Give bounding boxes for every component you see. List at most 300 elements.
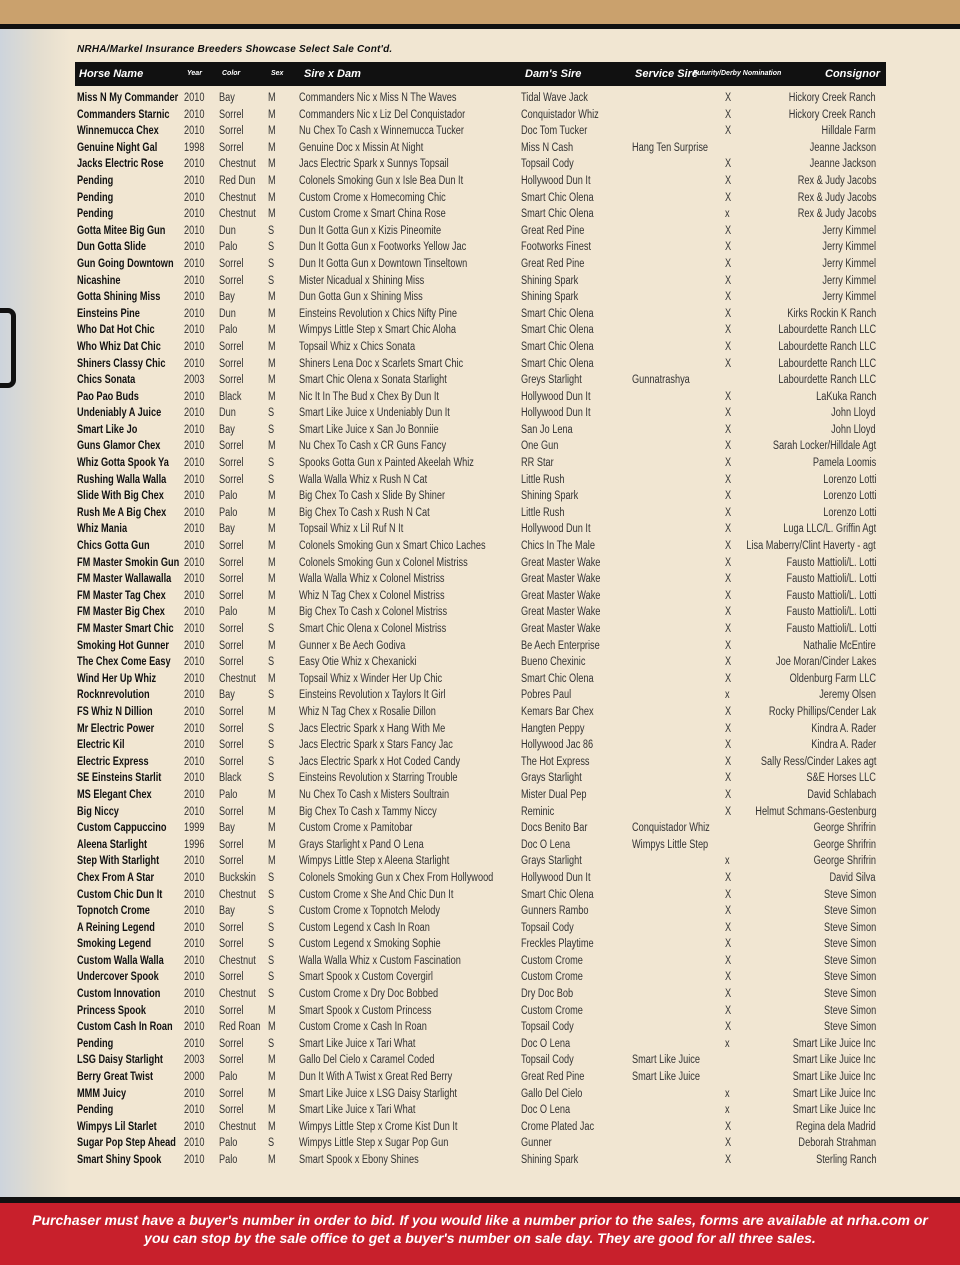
year-cell: 2010: [184, 954, 205, 967]
dams-sire-cell: Smart Chic Olena: [521, 357, 594, 370]
sex-cell: S: [268, 689, 275, 702]
futurity-cell: X: [725, 506, 732, 519]
consignor-cell: Smart Like Juice Inc: [793, 1087, 876, 1100]
consignor-cell: David Schlabach: [806, 788, 876, 801]
dams-sire-cell: Gunners Rambo: [521, 905, 589, 918]
table-row: [0, 621, 960, 638]
consignor-cell: Lorenzo Lotti: [822, 473, 876, 486]
sire-dam-cell: Mister Nicadual x Shining Miss: [299, 274, 425, 287]
year-cell: 2010: [184, 174, 205, 187]
sex-cell: M: [268, 506, 276, 519]
dams-sire-cell: Doc O Lena: [521, 838, 571, 851]
horse-name-cell: Topnotch Crome: [77, 905, 150, 918]
table-row: [0, 571, 960, 588]
color-cell: Sorrel: [219, 440, 244, 453]
sire-dam-cell: Grays Starlight x Pand O Lena: [299, 838, 424, 851]
horse-name-cell: Gotta Mitee Big Gun: [77, 224, 166, 237]
sex-cell: M: [268, 108, 276, 121]
dams-sire-cell: Little Rush: [521, 506, 565, 519]
sire-dam-cell: Dun It With A Twist x Great Red Berry: [299, 1071, 453, 1084]
dams-sire-cell: RR Star: [521, 457, 554, 470]
futurity-cell: X: [725, 523, 732, 536]
consignor-cell: George Shrifrin: [813, 838, 876, 851]
color-cell: Palo: [219, 324, 238, 337]
color-cell: Sorrel: [219, 855, 244, 868]
futurity-cell: X: [725, 755, 732, 768]
consignor-cell: Rex & Judy Jacobs: [797, 191, 876, 204]
dams-sire-cell: Great Red Pine: [521, 257, 585, 270]
year-cell: 2010: [184, 639, 205, 652]
futurity-cell: X: [725, 324, 732, 337]
header-consignor: Consignor: [825, 68, 880, 80]
sire-dam-cell: Big Chex To Cash x Rush N Cat: [299, 506, 430, 519]
sire-dam-cell: Spooks Gotta Gun x Painted Akeelah Whiz: [299, 457, 474, 470]
color-cell: Sorrel: [219, 921, 244, 934]
sire-dam-cell: Easy Otie Whiz x Chexanicki: [299, 656, 417, 669]
sex-cell: M: [268, 490, 276, 503]
horse-name-cell: The Chex Come Easy: [77, 656, 171, 669]
horse-name-cell: Pending: [77, 191, 114, 204]
sex-cell: M: [268, 573, 276, 586]
sex-cell: S: [268, 1037, 275, 1050]
color-cell: Sorrel: [219, 1037, 244, 1050]
sex-cell: S: [268, 871, 275, 884]
horse-name-cell: Electric Kil: [77, 739, 125, 752]
sire-dam-cell: Custom Crome x Smart China Rose: [299, 208, 446, 221]
color-cell: Bay: [219, 689, 235, 702]
color-cell: Bay: [219, 523, 235, 536]
consignor-cell: Lorenzo Lotti: [822, 506, 876, 519]
sex-cell: M: [268, 1087, 276, 1100]
year-cell: 2010: [184, 490, 205, 503]
sire-dam-cell: Shiners Lena Doc x Scarlets Smart Chic: [299, 357, 464, 370]
consignor-cell: Labourdette Ranch LLC: [778, 374, 876, 387]
consignor-cell: Labourdette Ranch LLC: [778, 340, 876, 353]
horse-name-cell: Shiners Classy Chic: [77, 357, 166, 370]
futurity-cell: X: [725, 623, 732, 635]
futurity-cell: X: [725, 274, 732, 287]
sire-dam-cell: Jacs Electric Spark x Sunnys Topsail: [299, 158, 449, 171]
dams-sire-cell: Grays Starlight: [521, 855, 582, 868]
color-cell: Sorrel: [219, 656, 244, 669]
year-cell: 2010: [184, 921, 205, 934]
futurity-cell: X: [725, 407, 732, 420]
futurity-cell: X: [725, 954, 732, 967]
consignor-cell: Regina dela Madrid: [796, 1120, 876, 1133]
sex-cell: M: [268, 855, 276, 868]
dams-sire-cell: Doc O Lena: [521, 1104, 571, 1117]
futurity-cell: X: [725, 423, 732, 436]
futurity-cell: X: [725, 307, 732, 320]
consignor-cell: George Shrifrin: [813, 822, 876, 835]
dams-sire-cell: Miss N Cash: [521, 141, 574, 154]
futurity-cell: x: [725, 1087, 730, 1100]
sire-dam-cell: Nu Chex To Cash x Winnemucca Tucker: [299, 125, 464, 138]
consignor-cell: Fausto Mattioli/L. Lotti: [786, 606, 876, 619]
sex-cell: M: [268, 606, 276, 619]
horse-name-cell: LSG Daisy Starlight: [77, 1054, 163, 1067]
dams-sire-cell: Greys Starlight: [521, 374, 582, 387]
sire-dam-cell: Wimpys Little Step x Sugar Pop Gun: [299, 1137, 449, 1150]
sire-dam-cell: Commanders Nic x Liz Del Conquistador: [299, 108, 466, 121]
consignor-cell: Steve Simon: [823, 938, 876, 951]
color-cell: Sorrel: [219, 457, 244, 470]
table-row: [0, 521, 960, 538]
dams-sire-cell: Great Master Wake: [521, 573, 601, 586]
consignor-cell: Pamela Loomis: [812, 457, 876, 470]
horse-name-cell: Custom Innovation: [77, 988, 161, 1001]
table-row: [0, 687, 960, 704]
sex-cell: M: [268, 1120, 276, 1133]
sex-cell: S: [268, 921, 275, 934]
dams-sire-cell: Grays Starlight: [521, 772, 582, 785]
consignor-cell: Smart Like Juice Inc: [793, 1071, 876, 1084]
table-row: [0, 737, 960, 754]
color-cell: Sorrel: [219, 125, 244, 138]
color-cell: Sorrel: [219, 340, 244, 353]
sex-cell: S: [268, 224, 275, 237]
futurity-cell: X: [725, 788, 732, 801]
header-year: Year: [187, 70, 202, 77]
consignor-cell: Smart Like Juice Inc: [793, 1037, 876, 1050]
dams-sire-cell: Footworks Finest: [521, 241, 592, 254]
year-cell: 2010: [184, 506, 205, 519]
horse-name-cell: Mr Electric Power: [77, 722, 155, 735]
dams-sire-cell: Smart Chic Olena: [521, 888, 594, 901]
horse-name-cell: Whiz Mania: [77, 523, 128, 536]
horse-name-cell: Whiz Gotta Spook Ya: [77, 457, 169, 470]
sire-dam-cell: Smart Spook x Custom Covergirl: [299, 971, 433, 984]
color-cell: Palo: [219, 606, 238, 619]
sire-dam-cell: Walla Walla Whiz x Rush N Cat: [299, 473, 428, 486]
futurity-cell: X: [725, 805, 732, 818]
year-cell: 2010: [184, 606, 205, 619]
horse-name-cell: Aleena Starlight: [77, 838, 148, 851]
table-row: [0, 721, 960, 738]
year-cell: 2010: [184, 1087, 205, 1100]
horse-name-cell: FS Whiz N Dillion: [77, 705, 153, 718]
sire-dam-cell: Smart Like Juice x Undeniably Dun It: [299, 407, 450, 420]
dams-sire-cell: Shining Spark: [521, 490, 579, 503]
year-cell: 2010: [184, 656, 205, 669]
consignor-cell: Steve Simon: [823, 888, 876, 901]
service-sire-cell: Gunnatrashya: [632, 374, 690, 387]
dams-sire-cell: Hollywood Jac 86: [521, 739, 594, 752]
horse-name-cell: Electric Express: [77, 755, 149, 768]
consignor-cell: Jerry Kimmel: [822, 241, 876, 254]
table-row: [0, 239, 960, 256]
dams-sire-cell: Hollywood Dun It: [521, 390, 591, 403]
sex-cell: M: [268, 838, 276, 851]
consignor-cell: Steve Simon: [823, 921, 876, 934]
sire-dam-cell: Whiz N Tag Chex x Colonel Mistriss: [299, 589, 445, 602]
table-row: [0, 671, 960, 688]
sire-dam-cell: Wimpys Little Step x Smart Chic Aloha: [299, 324, 456, 337]
futurity-cell: X: [725, 888, 732, 901]
horse-name-cell: Berry Great Twist: [77, 1071, 154, 1084]
table-row: [0, 853, 960, 870]
table-row: [0, 969, 960, 986]
dams-sire-cell: Topsail Cody: [521, 158, 574, 171]
table-row: [0, 190, 960, 207]
consignor-cell: Steve Simon: [823, 1004, 876, 1017]
sire-dam-cell: Colonels Smoking Gun x Isle Bea Dun It: [299, 174, 464, 187]
table-row: [0, 356, 960, 373]
sire-dam-cell: Wimpys Little Step x Crome Kist Dun It: [299, 1120, 458, 1133]
futurity-cell: X: [725, 606, 732, 619]
color-cell: Sorrel: [219, 108, 244, 121]
table-row: [0, 140, 960, 157]
year-cell: 2010: [184, 689, 205, 702]
horse-name-cell: Custom Walla Walla: [77, 954, 164, 967]
color-cell: Sorrel: [219, 938, 244, 951]
horse-name-cell: Pending: [77, 1037, 114, 1050]
dams-sire-cell: Dry Doc Bob: [521, 988, 574, 1001]
futurity-cell: X: [725, 938, 732, 951]
dams-sire-cell: Smart Chic Olena: [521, 208, 594, 221]
table-row: [0, 90, 960, 107]
horse-name-cell: Undeniably A Juice: [77, 407, 162, 420]
sire-dam-cell: Whiz N Tag Chex x Rosalie Dillon: [299, 705, 436, 718]
table-row: [0, 1135, 960, 1152]
consignor-cell: Rex & Judy Jacobs: [797, 208, 876, 221]
sex-cell: S: [268, 623, 275, 635]
horse-name-cell: Guns Glamor Chex: [77, 440, 161, 453]
futurity-cell: X: [725, 457, 732, 470]
consignor-cell: John Lloyd: [831, 423, 876, 436]
sire-dam-cell: Einsteins Revolution x Starring Trouble: [299, 772, 458, 785]
year-cell: 2010: [184, 805, 205, 818]
dams-sire-cell: Kemars Bar Chex: [521, 705, 594, 718]
year-cell: 2010: [184, 1104, 205, 1117]
sire-dam-cell: Dun It Gotta Gun x Downtown Tinseltown: [299, 257, 468, 270]
year-cell: 2010: [184, 905, 205, 918]
horse-name-cell: Smart Like Jo: [77, 423, 138, 436]
color-cell: Sorrel: [219, 540, 244, 553]
consignor-cell: Sarah Locker/Hilldale Agt: [772, 440, 876, 453]
dams-sire-cell: Great Master Wake: [521, 556, 601, 569]
year-cell: 2010: [184, 1037, 205, 1050]
consignor-cell: Oldenburg Farm LLC: [789, 672, 876, 685]
sire-dam-cell: Walla Walla Whiz x Colonel Mistriss: [299, 573, 445, 586]
futurity-cell: X: [725, 257, 732, 270]
futurity-cell: X: [725, 705, 732, 718]
consignor-cell: Luga LLC/L. Griffin Agt: [783, 523, 876, 536]
sex-cell: M: [268, 390, 276, 403]
sex-cell: M: [268, 125, 276, 138]
table-header: [75, 62, 886, 86]
sire-dam-cell: Smart Chic Olena x Colonel Mistriss: [299, 623, 447, 635]
sex-cell: M: [268, 1054, 276, 1067]
table-row: [0, 1036, 960, 1053]
consignor-cell: Jerry Kimmel: [822, 274, 876, 287]
horse-name-cell: Pending: [77, 208, 114, 221]
color-cell: Chestnut: [219, 191, 256, 204]
consignor-cell: Sterling Ranch: [815, 1154, 876, 1166]
table-row: [0, 820, 960, 837]
year-cell: 2010: [184, 457, 205, 470]
color-cell: Chestnut: [219, 208, 256, 221]
sire-dam-cell: Einsteins Revolution x Taylors It Girl: [299, 689, 446, 702]
sex-cell: M: [268, 1071, 276, 1084]
sire-dam-cell: Nu Chex To Cash x Misters Soultrain: [299, 788, 450, 801]
year-cell: 2010: [184, 938, 205, 951]
horse-name-cell: Rush Me A Big Chex: [77, 506, 167, 519]
table-row: [0, 1152, 960, 1169]
header-dams-sire: Dam's Sire: [525, 68, 582, 80]
dams-sire-cell: Hollywood Dun It: [521, 174, 591, 187]
table-row: [0, 538, 960, 555]
page-title: NRHA/Markel Insurance Breeders Showcase Select Sale Cont'd.: [77, 44, 393, 55]
horse-name-cell: Rocknrevolution: [77, 689, 150, 702]
table-row: [0, 754, 960, 771]
year-cell: 2010: [184, 158, 205, 171]
service-sire-cell: Wimpys Little Step: [632, 838, 709, 851]
color-cell: Chestnut: [219, 158, 256, 171]
consignor-cell: Joe Moran/Cinder Lakes: [775, 656, 876, 669]
dams-sire-cell: Shining Spark: [521, 291, 579, 304]
consignor-cell: Rocky Phillips/Cender Lak: [768, 705, 876, 718]
sex-cell: S: [268, 457, 275, 470]
table-row: [0, 654, 960, 671]
dams-sire-cell: Mister Dual Pep: [521, 788, 587, 801]
sire-dam-cell: Jacs Electric Spark x Hot Coded Candy: [299, 755, 461, 768]
year-cell: 2010: [184, 125, 205, 138]
table-row: [0, 1052, 960, 1069]
consignor-cell: George Shrifrin: [813, 855, 876, 868]
year-cell: 1996: [184, 838, 205, 851]
year-cell: 2000: [184, 1071, 205, 1084]
color-cell: Sorrel: [219, 473, 244, 486]
futurity-cell: X: [725, 92, 732, 104]
sex-cell: M: [268, 1104, 276, 1117]
horse-name-cell: Chex From A Star: [77, 871, 155, 884]
sire-dam-cell: Commanders Nic x Miss N The Waves: [299, 92, 457, 104]
dams-sire-cell: Conquistador Whiz: [521, 108, 599, 121]
color-cell: Chestnut: [219, 954, 256, 967]
table-row: [0, 339, 960, 356]
year-cell: 2010: [184, 523, 205, 536]
year-cell: 2010: [184, 108, 205, 121]
dams-sire-cell: Custom Crome: [521, 1004, 583, 1017]
color-cell: Palo: [219, 1071, 238, 1084]
color-cell: Dun: [219, 224, 236, 237]
horse-name-cell: Wimpys Lil Starlet: [77, 1120, 157, 1133]
consignor-cell: Kirks Rockin K Ranch: [787, 307, 876, 320]
sire-dam-cell: Nu Chex To Cash x CR Guns Fancy: [299, 440, 447, 453]
sex-cell: S: [268, 938, 275, 951]
sex-cell: S: [268, 1137, 275, 1150]
top-rule: [0, 24, 960, 29]
dams-sire-cell: Freckles Playtime: [521, 938, 594, 951]
sex-cell: S: [268, 241, 275, 254]
color-cell: Sorrel: [219, 623, 244, 635]
dams-sire-cell: Be Aech Enterprise: [521, 639, 600, 652]
horse-name-cell: Gun Going Downtown: [77, 257, 174, 270]
color-cell: Chestnut: [219, 988, 256, 1001]
table-row: [0, 306, 960, 323]
futurity-cell: X: [725, 473, 732, 486]
color-cell: Sorrel: [219, 1004, 244, 1017]
year-cell: 2010: [184, 755, 205, 768]
dams-sire-cell: One Gun: [521, 440, 559, 453]
sire-dam-cell: Dun Gotta Gun x Shining Miss: [299, 291, 423, 304]
horse-name-cell: SE Einsteins Starlit: [77, 772, 162, 785]
color-cell: Palo: [219, 1137, 238, 1150]
table-row: [0, 156, 960, 173]
futurity-cell: X: [725, 921, 732, 934]
sex-cell: M: [268, 1021, 276, 1034]
sire-dam-cell: Custom Crome x Cash In Roan: [299, 1021, 427, 1034]
dams-sire-cell: Reminic: [521, 805, 555, 818]
futurity-cell: X: [725, 772, 732, 785]
color-cell: Sorrel: [219, 838, 244, 851]
dams-sire-cell: Hollywood Dun It: [521, 871, 591, 884]
year-cell: 2010: [184, 291, 205, 304]
table-row: [0, 405, 960, 422]
sex-cell: M: [268, 540, 276, 553]
consignor-cell: S&E Horses LLC: [806, 772, 876, 785]
futurity-cell: X: [725, 224, 732, 237]
year-cell: 2010: [184, 1004, 205, 1017]
sire-dam-cell: Nic It In The Bud x Chex By Dun It: [299, 390, 439, 403]
table-row: [0, 604, 960, 621]
dams-sire-cell: Little Rush: [521, 473, 565, 486]
horse-name-cell: Undercover Spook: [77, 971, 159, 984]
table-row: [0, 920, 960, 937]
consignor-cell: Hickory Creek Ranch: [789, 108, 876, 121]
table-row: [0, 256, 960, 273]
sex-cell: M: [268, 822, 276, 835]
sire-dam-cell: Smart Like Juice x Tari What: [299, 1037, 416, 1050]
sex-cell: M: [268, 324, 276, 337]
year-cell: 2010: [184, 1137, 205, 1150]
table-row: [0, 770, 960, 787]
year-cell: 2010: [184, 888, 205, 901]
horse-name-cell: Who Whiz Dat Chic: [77, 340, 161, 353]
table-row: [0, 837, 960, 854]
sex-cell: M: [268, 639, 276, 652]
color-cell: Chestnut: [219, 888, 256, 901]
dams-sire-cell: Smart Chic Olena: [521, 191, 594, 204]
table-row: [0, 455, 960, 472]
horse-name-cell: FM Master Wallawalla: [77, 573, 172, 586]
table-row: [0, 1003, 960, 1020]
futurity-cell: X: [725, 241, 732, 254]
color-cell: Sorrel: [219, 257, 244, 270]
horse-name-cell: Smoking Legend: [77, 938, 152, 951]
futurity-cell: x: [725, 689, 730, 702]
sex-cell: M: [268, 158, 276, 171]
horse-name-cell: Custom Cappuccino: [77, 822, 167, 835]
consignor-cell: Smart Like Juice Inc: [793, 1104, 876, 1117]
horse-name-cell: Dun Gotta Slide: [77, 241, 146, 254]
sire-dam-cell: Colonels Smoking Gun x Chex From Hollywood: [299, 871, 494, 884]
horse-name-cell: Chics Gotta Gun: [77, 540, 150, 553]
dams-sire-cell: Shining Spark: [521, 274, 579, 287]
color-cell: Chestnut: [219, 1120, 256, 1133]
dams-sire-cell: Tidal Wave Jack: [521, 92, 588, 104]
consignor-cell: Fausto Mattioli/L. Lotti: [786, 556, 876, 569]
table-row: [0, 488, 960, 505]
table-row: [0, 107, 960, 124]
dams-sire-cell: Chics In The Male: [521, 540, 595, 553]
dams-sire-cell: The Hot Express: [521, 755, 590, 768]
futurity-cell: X: [725, 988, 732, 1001]
consignor-cell: Jerry Kimmel: [822, 291, 876, 304]
dams-sire-cell: Doc Tom Tucker: [521, 125, 588, 138]
sex-cell: M: [268, 556, 276, 569]
